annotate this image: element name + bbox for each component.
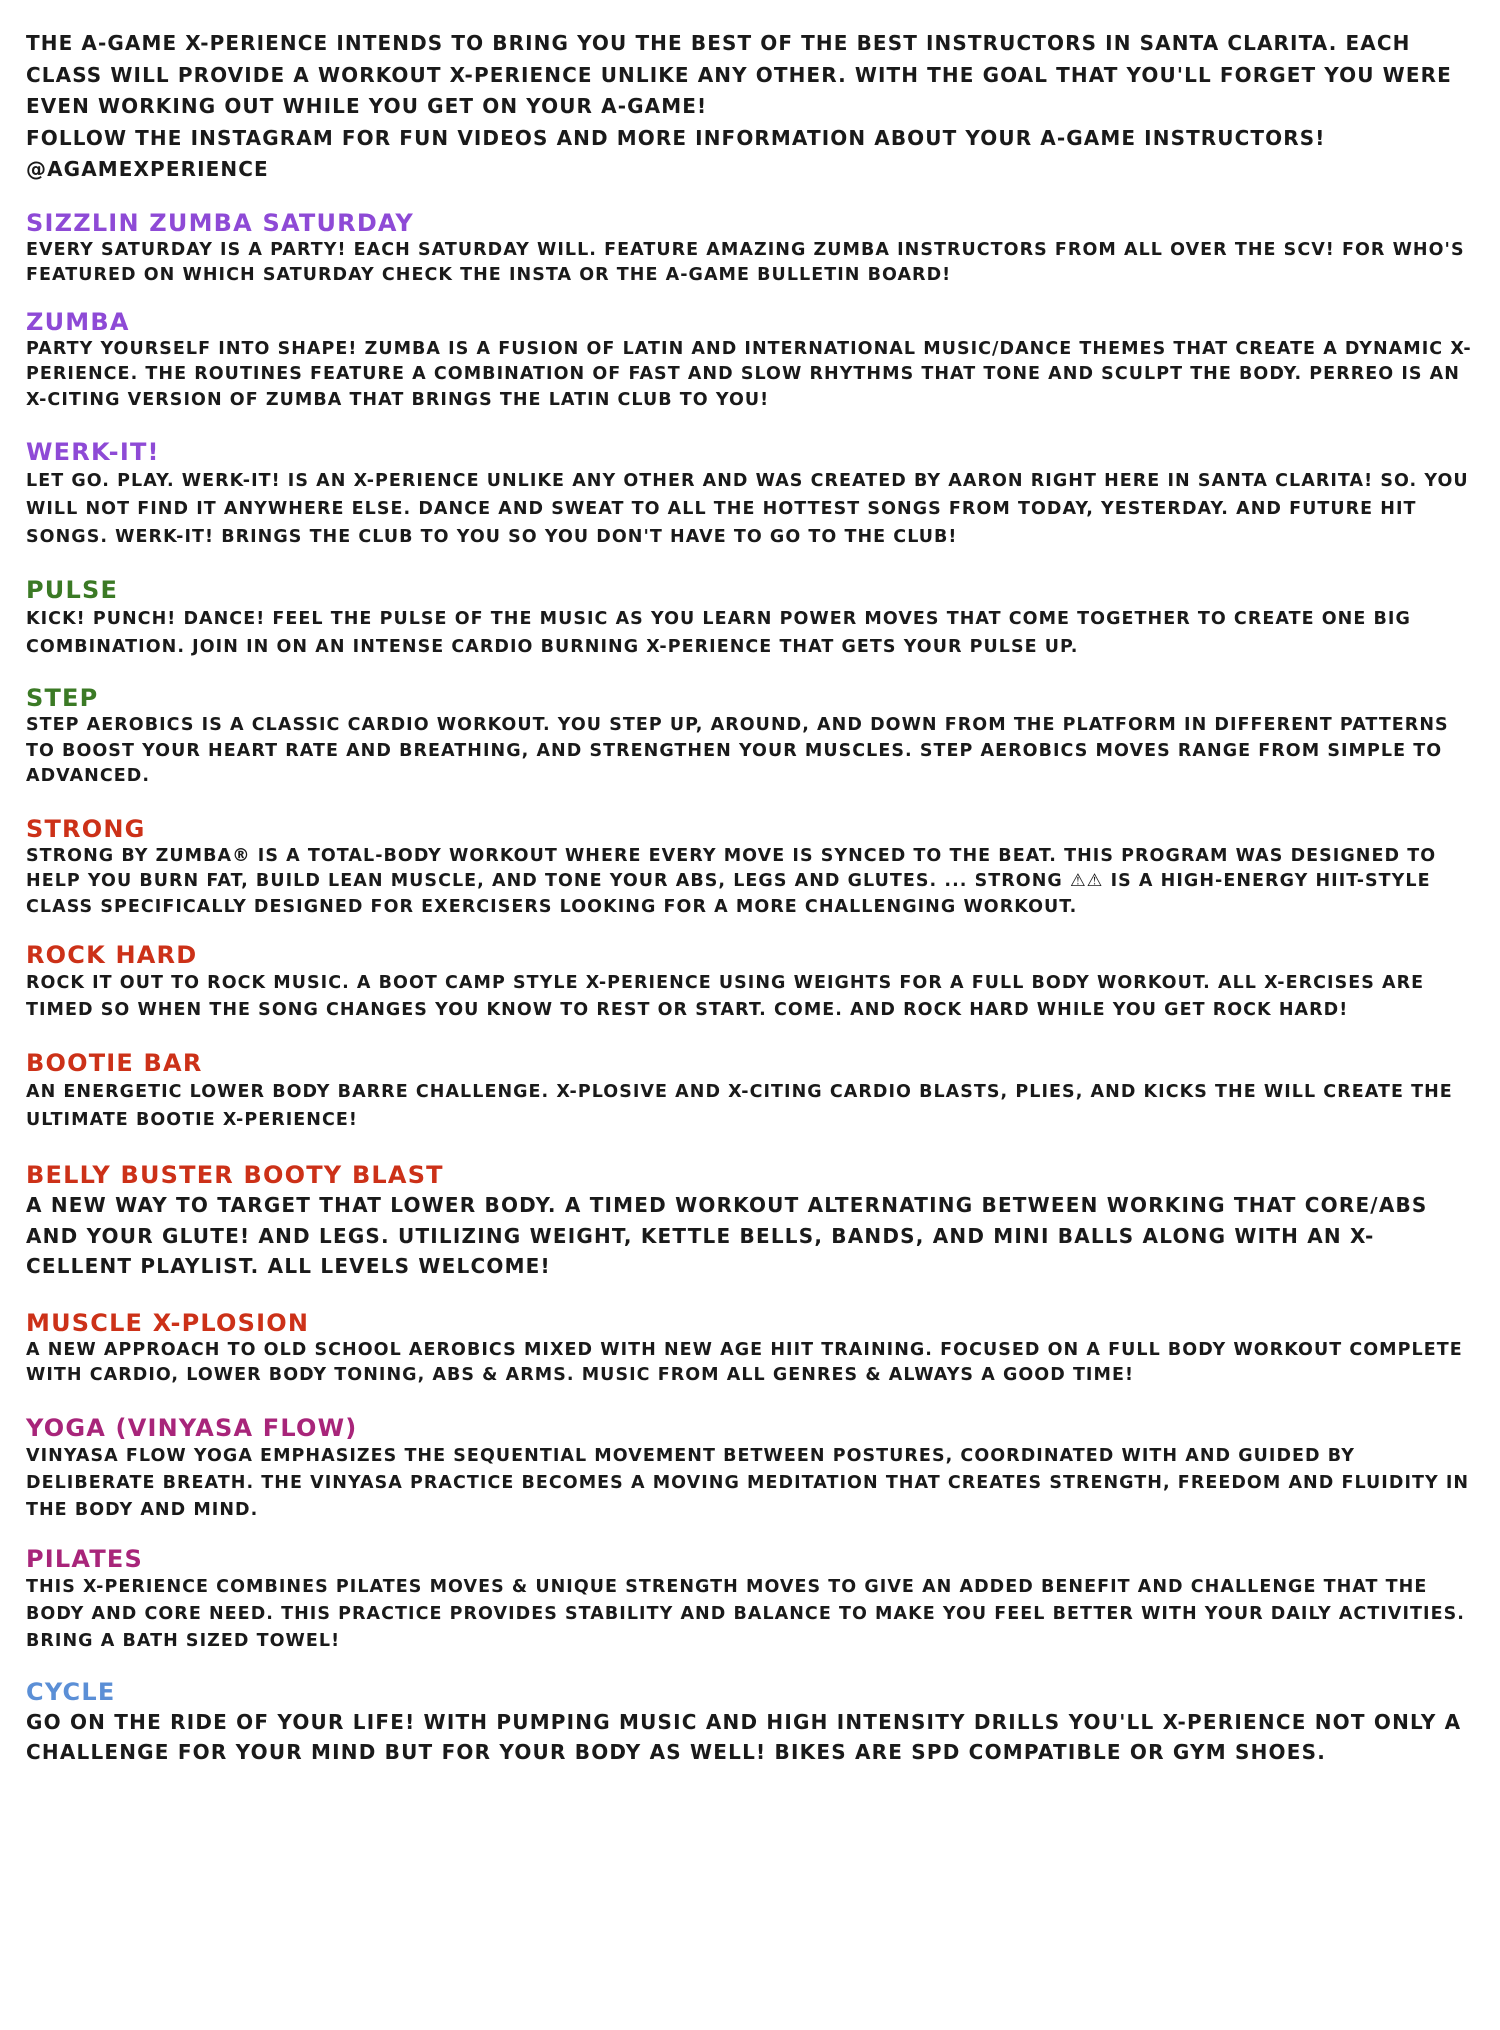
- section-werk-it: [26, 437, 1474, 551]
- section-body: A NEW WAY TO TARGET THAT LOWER BODY. A TIMED WORKOUT ALTERNATING BETWEEN WORKING THAT CORE/ABS AND YOUR GLUTE! AND LEGS. UTILIZING WEIGHT, KETTLE BELLS, BANDS, AND MINI BALLS ALONG WITH AN X-CELLENT PLAYLIST. ALL LEVELS WELCOME!: [26, 1193, 1428, 1278]
- section-bootie-bar: [26, 1048, 1474, 1134]
- section-body: THIS X-PERIENCE COMBINES PILATES MOVES & UNIQUE STRENGTH MOVES TO GIVE AN ADDED BENEFIT AND CHALLENGE THAT THE BODY AND CORE NEED. THIS PRACTICE PROVIDES STABILITY AND BALANCE TO MAKE YOU FEEL BETTER WITH YOUR DAILY ACTIVITIES. BRING A BATH SIZED TOWEL!: [26, 1576, 1465, 1651]
- section-body: PARTY YOURSELF INTO SHAPE! ZUMBA IS A FUSION OF LATIN AND INTERNATIONAL MUSIC/DANCE THEMES THAT CREATE A DYNAMIC X-PERIENCE. THE ROUTINES FEATURE A COMBINATION OF FAST AND SLOW RHYTHMS THAT TONE AND SCULPT THE BODY. PERREO IS AN X-CITING VERSION OF ZUMBA THAT BRINGS THE LATIN CLUB TO YOU!: [26, 338, 1472, 410]
- section-step: [26, 683, 1474, 790]
- section-title: YOGA (VINYASA FLOW): [26, 1413, 358, 1442]
- section-belly-buster-booty-blast: [26, 1160, 1474, 1282]
- section-body: VINYASA FLOW YOGA EMPHASIZES THE SEQUENTIAL MOVEMENT BETWEEN POSTURES, COORDINATED WITH AND GUIDED BY DELIBERATE BREATH. THE VINYASA PRACTICE BECOMES A MOVING MEDITATION THAT CREATES STRENGTH, FREEDOM AND FLUIDITY IN THE BODY AND MIND.: [26, 1445, 1470, 1520]
- instagram-prompt: FOLLOW THE INSTAGRAM FOR FUN VIDEOS AND MORE INFORMATION ABOUT YOUR A-GAME INSTRUCTORS!: [26, 125, 1326, 150]
- section-title: WERK-IT!: [26, 438, 160, 466]
- section-body: EVERY SATURDAY IS A PARTY! EACH SATURDAY WILL. FEATURE AMAZING ZUMBA INSTRUCTORS FROM ALL OVER THE SCV! FOR WHO'S FEATURED ON WHICH SATURDAY CHECK THE INSTA OR THE A-GAME BULLETIN BOARD!: [26, 239, 1465, 285]
- section-body: AN ENERGETIC LOWER BODY BARRE CHALLENGE. X-PLOSIVE AND X-CITING CARDIO BLASTS, PLIES, AND KICKS THE WILL CREATE THE ULTIMATE BOOTIE X-PERIENCE!: [26, 1082, 1453, 1130]
- section-title: PILATES: [26, 1544, 143, 1573]
- section-body: STRONG BY ZUMBA® IS A TOTAL-BODY WORKOUT WHERE EVERY MOVE IS SYNCED TO THE BEAT. THIS PROGRAM WAS DESIGNED TO HELP YOU BURN FAT, BUILD LEAN MUSCLE, AND TONE YOUR ABS, LEGS AND GLUTES. ... STRONG ⚠⚠ IS A HIGH-ENERGY HIIT-STYLE CLASS SPECIFICALLY DESIGNED FOR EXERCISERS LOOKING FOR A MORE CHALLENGING WORKOUT.: [26, 845, 1437, 917]
- section-title: ROCK HARD: [26, 941, 198, 969]
- section-muscle-x-plosion: [26, 1308, 1474, 1389]
- section-title: PULSE: [26, 576, 119, 604]
- section-yoga-vinyasa-flow: [26, 1413, 1474, 1524]
- section-title: MUSCLE X-PLOSION: [26, 1308, 310, 1337]
- section-title: BOOTIE BAR: [26, 1049, 203, 1077]
- section-cycle: [26, 1677, 1474, 1768]
- section-sizzlin-zumba-saturday: [26, 208, 1474, 289]
- section-body: LET GO. PLAY. WERK-IT! IS AN X-PERIENCE UNLIKE ANY OTHER AND WAS CREATED BY AARON RIGHT HERE IN SANTA CLARITA! SO. YOU WILL NOT FIND IT ANYWHERE ELSE. DANCE AND SWEAT TO ALL THE HOTTEST SONGS FROM TODAY, YESTERDAY. AND FUTURE HIT SONGS. WERK-IT! BRINGS THE CLUB TO YOU SO YOU DON'T HAVE TO GO TO THE CLUB!: [26, 471, 1469, 547]
- section-body: A NEW APPROACH TO OLD SCHOOL AEROBICS MIXED WITH NEW AGE HIIT TRAINING. FOCUSED ON A FULL BODY WORKOUT COMPLETE WITH CARDIO, LOWER BODY TONING, ABS & ARMS. MUSIC FROM ALL GENRES & ALWAYS A GOOD TIME!: [26, 1339, 1463, 1385]
- section-body: KICK! PUNCH! DANCE! FEEL THE PULSE OF THE MUSIC AS YOU LEARN POWER MOVES THAT COME TOGETHER TO CREATE ONE BIG COMBINATION. JOIN IN ON AN INTENSE CARDIO BURNING X-PERIENCE THAT GETS YOUR PULSE UP.: [26, 609, 1411, 657]
- section-zumba: [26, 307, 1474, 414]
- instagram-handle: @AGAMEXPERIENCE: [26, 157, 269, 181]
- section-strong: [26, 814, 1474, 921]
- section-body: STEP AEROBICS IS A CLASSIC CARDIO WORKOUT. YOU STEP UP, AROUND, AND DOWN FROM THE PLATFORM IN DIFFERENT PATTERNS TO BOOST YOUR HEART RATE AND BREATHING, AND STRENGTHEN YOUR MUSCLES. STEP AEROBICS MOVES RANGE FROM SIMPLE TO ADVANCED.: [26, 715, 1449, 786]
- intro-text: THE A-GAME X-PERIENCE INTENDS TO BRING YOU THE BEST OF THE BEST INSTRUCTORS IN SANTA CLARITA. EACH CLASS WILL PROVIDE A WORKOUT X-PERIENCE UNLIKE ANY OTHER. WITH THE GOAL THAT YOU'LL FORGET YOU WERE EVEN WORKING OUT WHILE YOU GET ON YOUR A-GAME!: [26, 31, 1452, 118]
- section-title: CYCLE: [26, 1677, 116, 1706]
- section-body: ROCK IT OUT TO ROCK MUSIC. A BOOT CAMP STYLE X-PERIENCE USING WEIGHTS FOR A FULL BODY WORKOUT. ALL X-ERCISES ARE TIMED SO WHEN THE SONG CHANGES YOU KNOW TO REST OR START. COME. AND ROCK HARD WHILE YOU GET ROCK HARD!: [26, 973, 1425, 1020]
- intro-block: [26, 28, 1474, 186]
- section-title: STRONG: [26, 814, 146, 843]
- section-title: STEP: [26, 684, 99, 712]
- section-title: SIZZLIN ZUMBA SATURDAY: [26, 208, 414, 237]
- section-body: GO ON THE RIDE OF YOUR LIFE! WITH PUMPING MUSIC AND HIGH INTENSITY DRILLS YOU'LL X-PERIENCE NOT ONLY A CHALLENGE FOR YOUR MIND BUT FOR YOUR BODY AS WELL! BIKES ARE SPD COMPATIBLE OR GYM SHOES.: [26, 1709, 1462, 1764]
- section-rock-hard: [26, 940, 1474, 1024]
- section-pilates: [26, 1544, 1474, 1655]
- section-pulse: [26, 575, 1474, 661]
- section-title: BELLY BUSTER BOOTY BLAST: [26, 1161, 444, 1189]
- section-title: ZUMBA: [26, 307, 130, 336]
